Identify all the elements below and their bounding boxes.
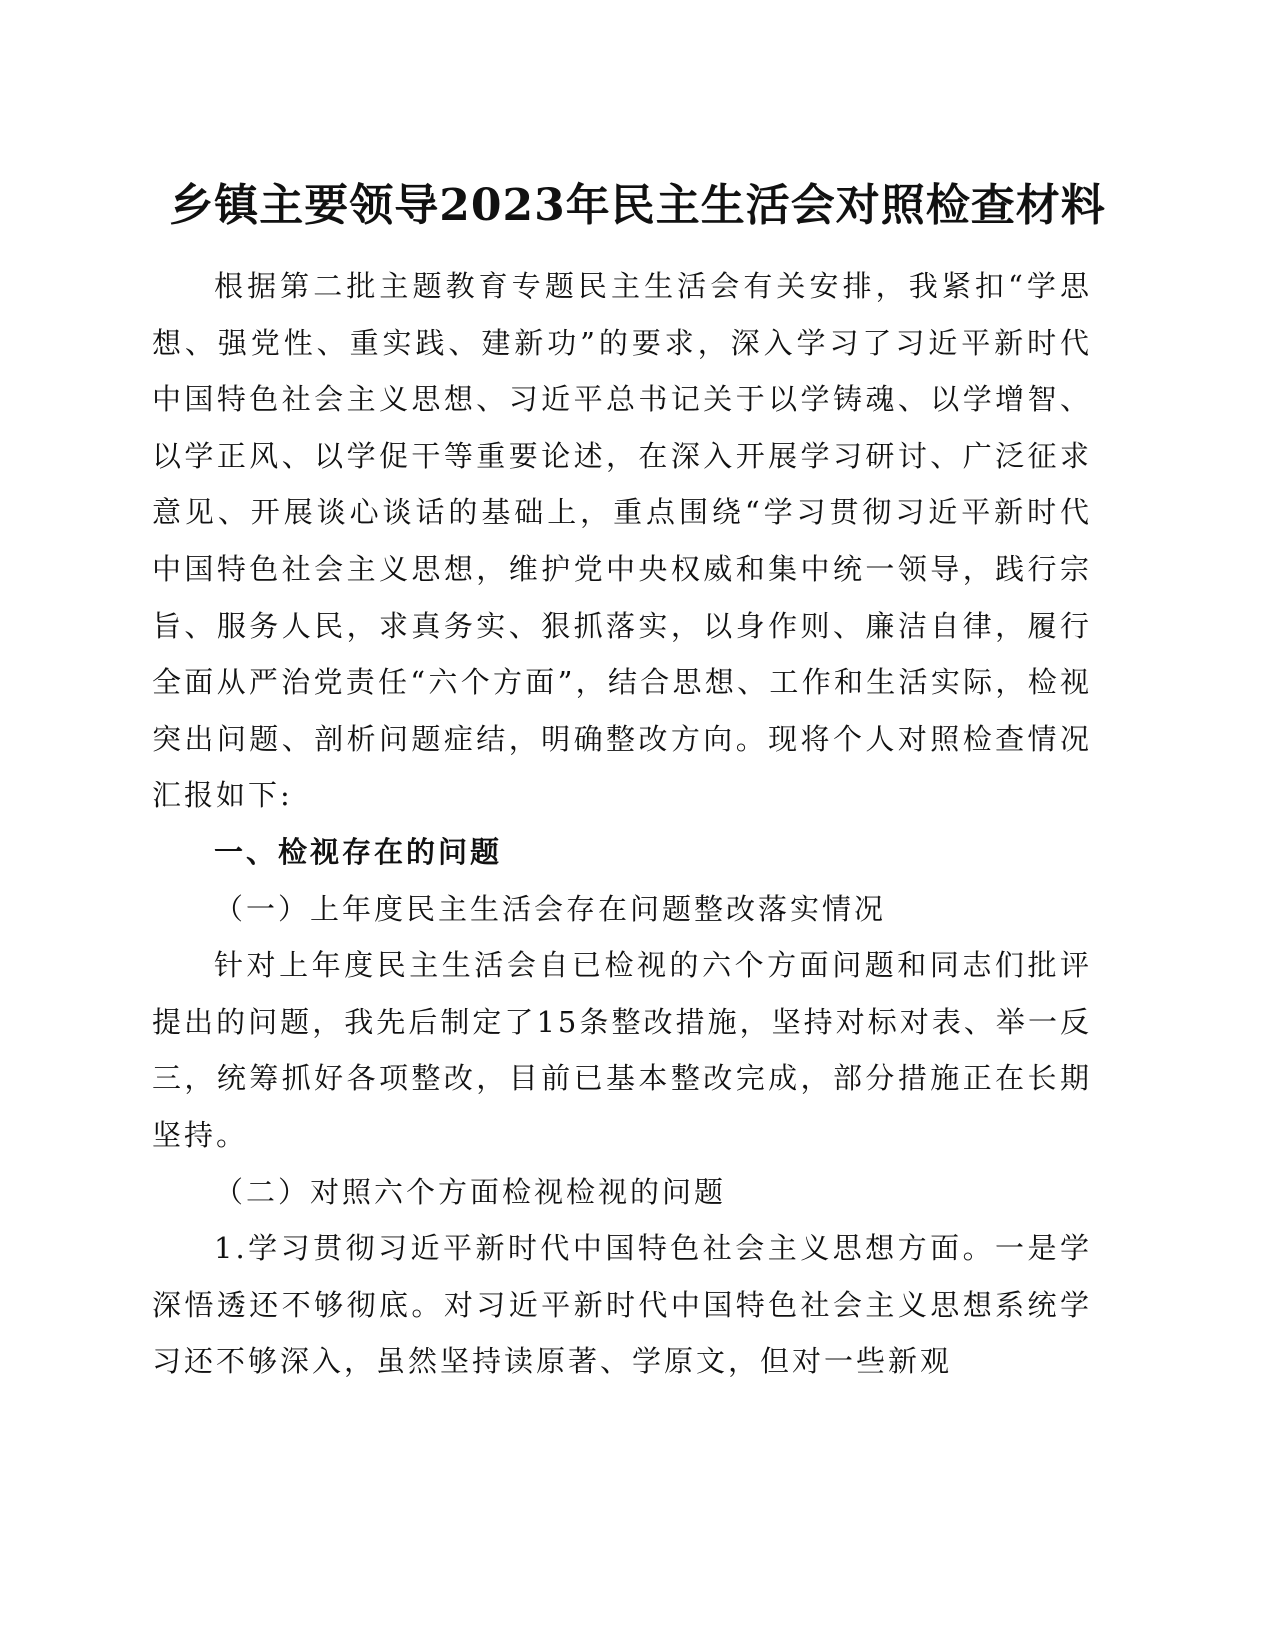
intro-paragraph: 根据第二批主题教育专题民主生活会有关安排，我紧扣“学思想、强党性、重实践、建新功”的要求，深入学习了习近平新时代中国特色社会主义思想、习近平总书记关于以学铸魂、以学增智、以学正风、以学促干等重要论述，在深入开展学习研讨、广泛征求意见、开展谈心谈话的基础上，重点围绕“学习贯彻习近平新时代中国特色社会主义思想，维护党中央权威和集中统一领导，践行宗旨、服务人民，求真务实、狠抓落实，以身作则、廉洁自律，履行全面从严治党责任“六个方面”，结合思想、工作和生活实际，检视突出问题、剖析问题症结，明确整改方向。现将个人对照检查情况汇报如下: [152,269,1092,813]
document-title: 乡镇主要领导2023年民主生活会对照检查材料 [169,180,1106,231]
document-body [152,258,1092,1390]
subsection-heading-2: （二）对照六个方面检视检视的问题 [214,1174,727,1209]
subsection-heading-1: （一）上年度民主生活会存在问题整改落实情况 [214,891,887,926]
subsection-1-paragraph: 针对上年度民主生活会自已检视的六个方面问题和同志们批评提出的问题，我先后制定了15条整改措施，坚持对标对表、举一反三，统筹抓好各项整改，目前已基本整改完成，部分措施正在长期坚持。 [152,948,1092,1152]
section-heading-1: 一、检视存在的问题 [214,834,503,869]
subsection-2-paragraph: 1.学习贯彻习近平新时代中国特色社会主义思想方面。一是学深悟透还不够彻底。对习近平新时代中国特色社会主义思想系统学习还不够深入，虽然坚持读原著、学原文，但对一些新观 [152,1231,1092,1379]
